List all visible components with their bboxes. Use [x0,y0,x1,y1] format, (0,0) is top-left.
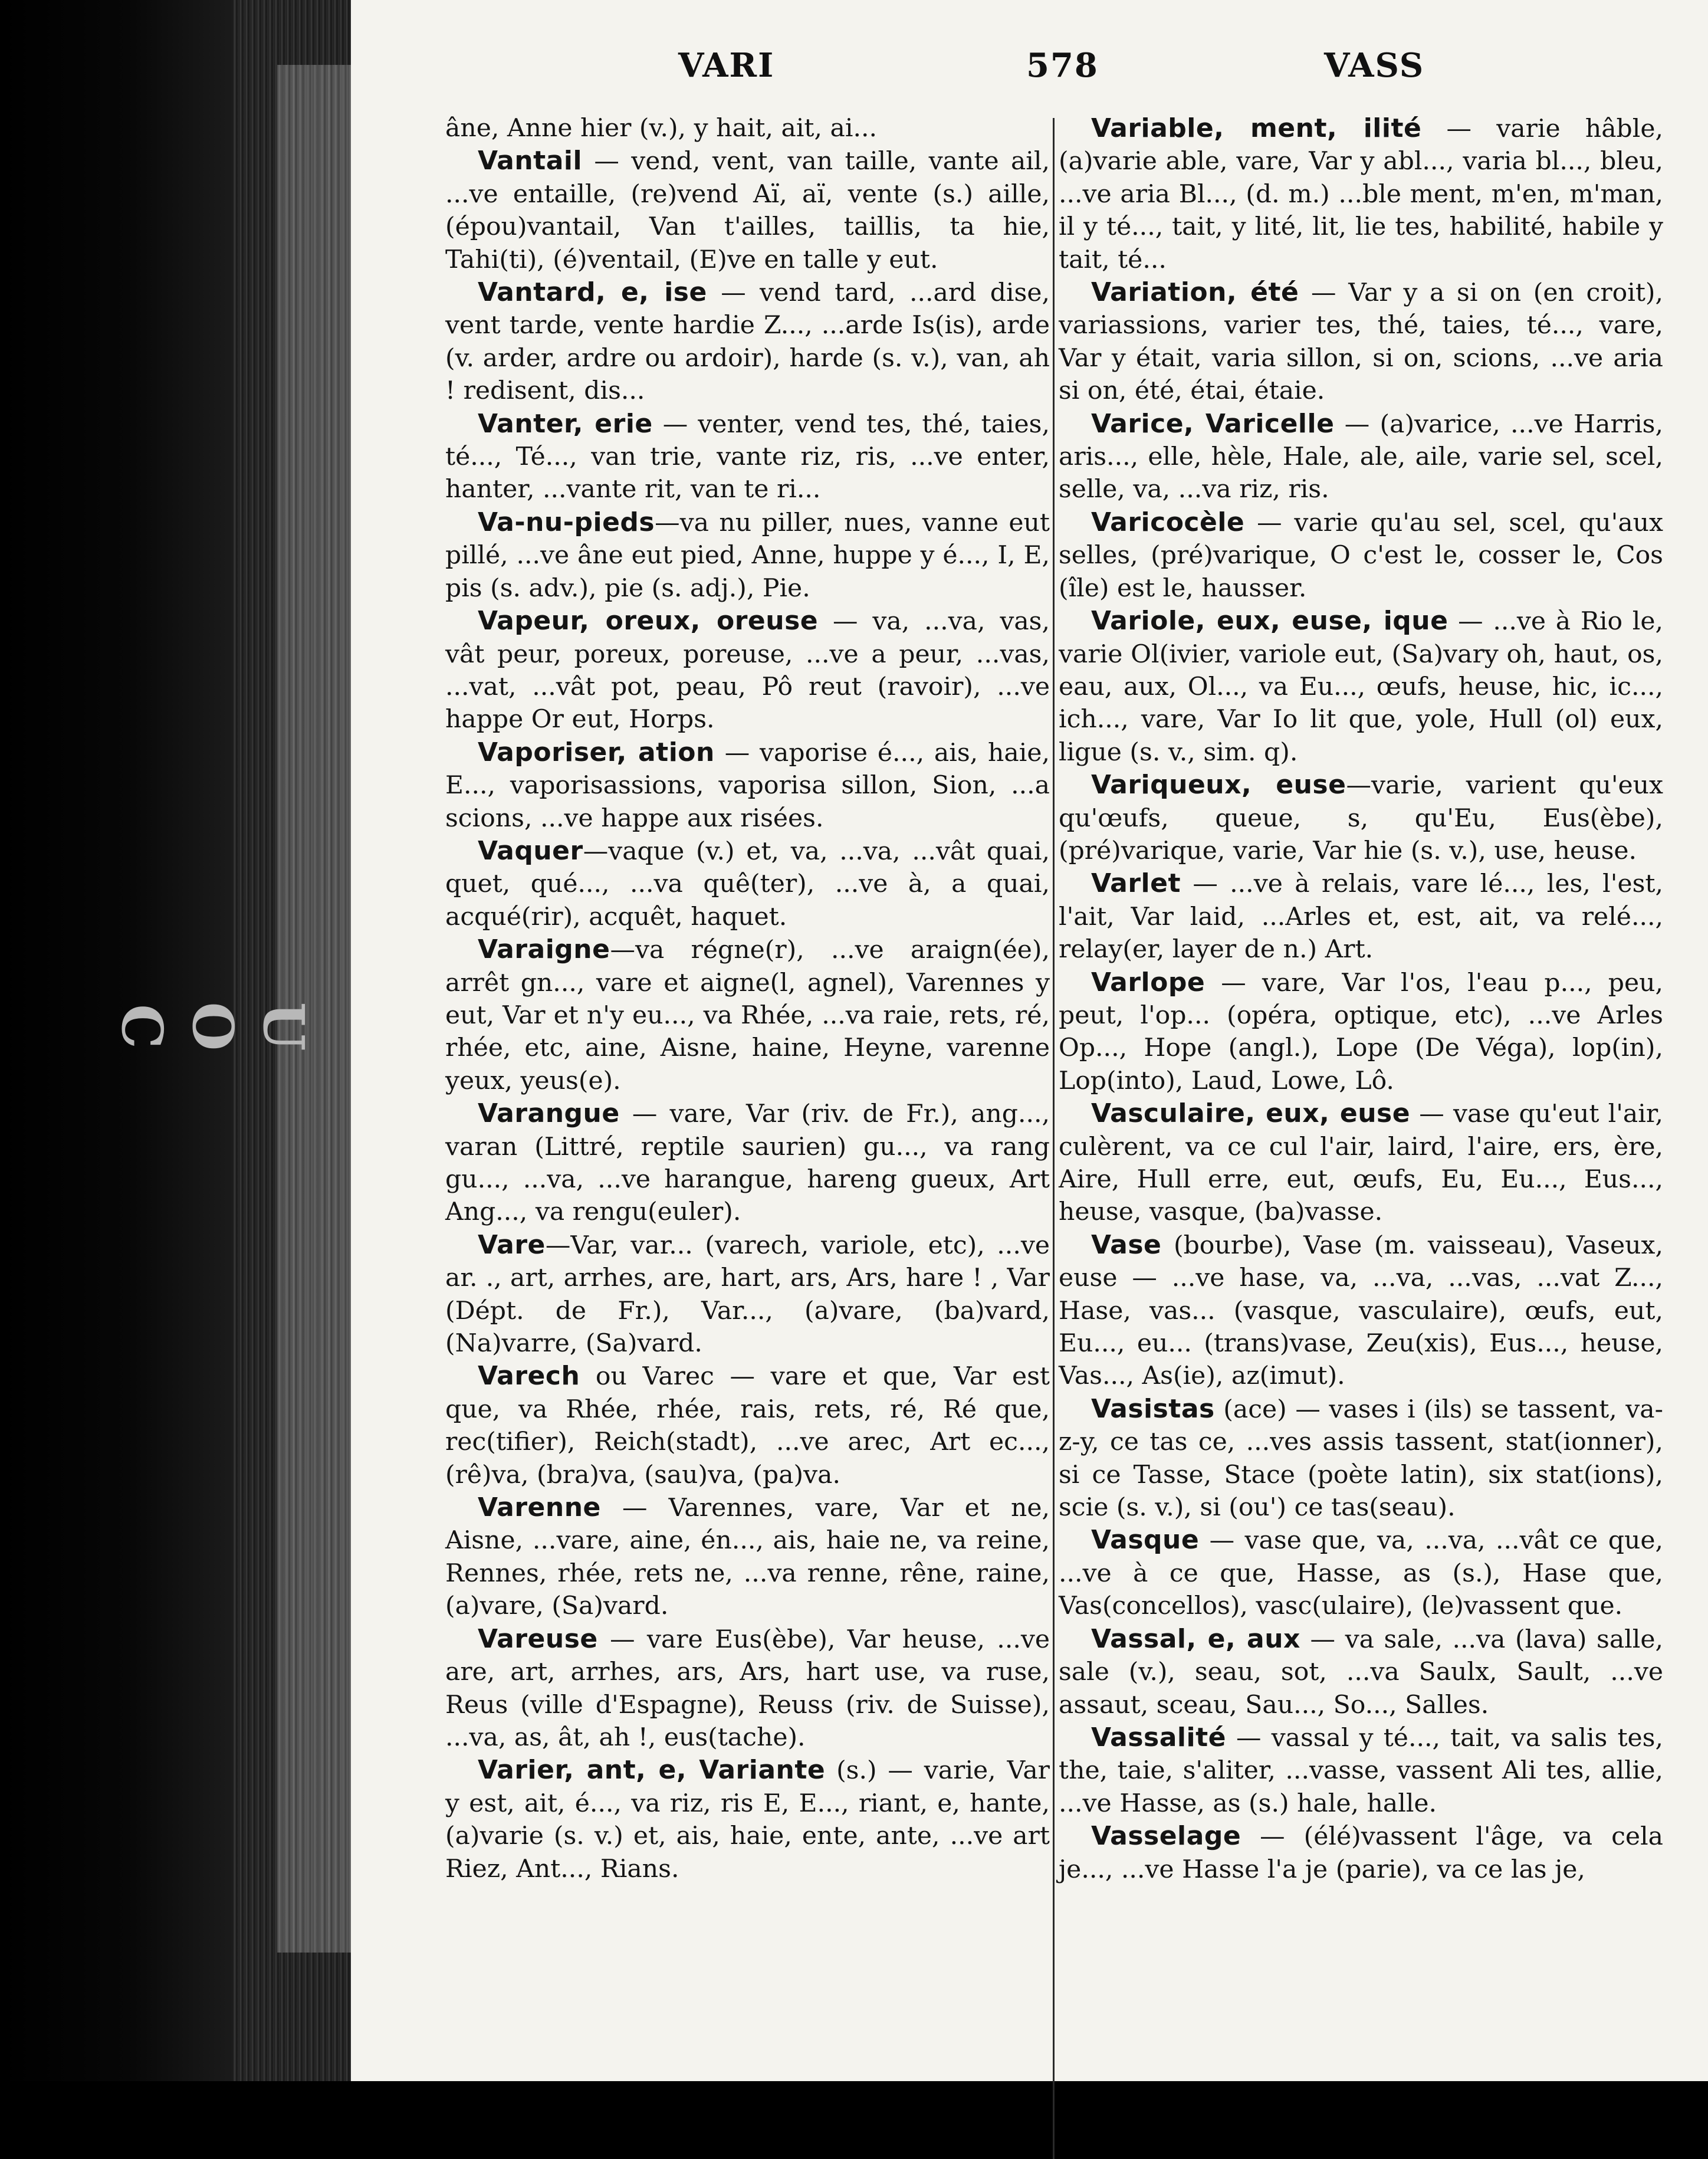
entry-definition: — vare, Var (riv. de Fr.), ang..., varan (Littré, reptile saurien) gu..., va rang gu..., ...va, ...ve harangue, hareng gueux, Art Ang..., va rengu(euler). [445,1100,1050,1227]
entry-headword: Varlet [1091,868,1181,899]
dictionary-entry [445,835,1050,933]
entry-headword: Variable, ment, ilité [1091,113,1422,143]
entry-definition: — vase qu'eut l'air, culèrent, va ce cul l'air, laird, l'aire, ers, ère, Aire, Hull erre, eut, œufs, Eu, Eu..., Eus..., heuse, vasque, (ba)vasse. [1059,1100,1664,1227]
dictionary-entry [1059,1721,1663,1820]
dictionary-entry [445,1097,1050,1229]
running-head-right: VASS [1324,46,1425,85]
entry-headword: Variole, eux, euse, ique [1091,606,1448,636]
entry-definition: — venter, vend tes, thé, taies, té..., Té..., van trie, vante riz, ris, ...ve enter, hanter, ...vante rit, van te ri... [445,409,1050,504]
entry-definition: — ...ve à Rio le, varie Ol(ivier, variole eut, (Sa)vary oh, haut, os, eau, aux, Ol..., va Eu..., œufs, heuse, hic, ic..., ich..., vare, Var Io lit que, yole, Hull (ol) eux, ligue (s. v., sim. q). [1059,607,1663,767]
entry-definition: (s.) — varie, Var y est, ait, é..., va riz, ris E, E..., riant, e, hante, (a)varie (s. v.) et, ais, haie, ente, ante, ...ve art Riez, Ant..., Rians. [445,1756,1050,1884]
entry-definition: — vend tard, ...ard dise, vent tarde, vente hardie Z..., ...arde Is(is), arde (v. arder, ardre ou ardoir), harde (s. v.), van, ah ! redisent, dis... [445,278,1050,406]
dictionary-entry [1059,112,1663,276]
entry-definition: — vassal y té..., tait, va salis tes, the, taie, s'aliter, ...vasse, vassent Ali tes, allie, ...ve Hasse, as (s.) hale, halle. [1059,1723,1663,1818]
entry-definition: — Varennes, vare, Var et ne, Aisne, ...vare, aine, én..., ais, haie ne, va reine, Rennes, rhée, rets ne, ...va renne, rêne, raine, (a)vare, (Sa)vard. [445,1494,1050,1621]
dictionary-entry [1059,966,1663,1098]
dictionary-entry [1059,1623,1663,1721]
entry-definition: —Var, var... (varech, variole, etc), ...ve ar. ., art, arrhes, are, hart, ars, Ars, hare ! , Var (Dépt. de Fr.), Var..., (a)vare, (ba)vard, (Na)varre, (Sa)vard. [445,1231,1050,1359]
entry-definition: — (élé)vassent l'âge, va cela je..., ...ve Hasse l'a je (parie), va ce las je, [1059,1822,1663,1884]
entry-definition: — vare Eus(èbe), Var heuse, ...ve are, art, arrhes, ars, Ars, hart use, va ruse, Reus (ville d'Espagne), Reuss (riv. de Suisse), ...va, as, ât, ah !, eus(tache). [445,1625,1050,1752]
page-header [351,46,1708,93]
entry-headword: Vasselage [1091,1821,1241,1852]
entry-headword: Variation, été [1091,277,1299,308]
entry-definition: —varie, varient qu'eux qu'œufs, queue, s, qu'Eu, Eus(èbe), (pré)varique, varie, Var hie (s. v.), use, heuse. [1059,771,1663,865]
dictionary-entry [445,408,1050,506]
entry-definition: — vend, vent, van taille, vante ail, ...ve entaille, (re)vend Aï, aï, vente (s.) aille, (épou)vantail, Van t'ailles, taillis, ta hie, Tahi(ti), (é)ventail, (E)ve en talle y eut. [445,147,1050,274]
entry-definition: — vase que, va, ...va, ...vât ce que, ...ve à ce que, Hasse, as (s.), Hase que, Vas(concellos), vasc(ulaire), (le)vassent que. [1059,1526,1663,1621]
entry-headword: Vassal, e, aux [1091,1623,1300,1654]
dictionary-entry [1059,867,1663,966]
column-divider [1053,118,1055,2159]
dictionary-entry [445,605,1050,736]
entry-definition: — varie qu'au sel, scel, qu'aux selles, (pré)varique, O c'est le, cosser le, Cos (île) est le, hausser. [1059,508,1663,603]
entry-definition: âne, Anne hier (v.), y hait, ait, ai... [445,114,877,143]
entry-headword: Vanter, erie [478,408,653,439]
entry-headword: Varlope [1091,967,1206,998]
entry-definition: ou Varec — vare et que, Var est que, va Rhée, rhée, rais, rets, ré, Ré que, rec(tifier), Reich(stadt), ...ve arec, Art ec..., (rê)va, (bra)va, (sau)va, (pa)va. [445,1362,1050,1489]
right-column [1059,112,1663,1886]
dictionary-entry [445,1491,1050,1623]
entry-headword: Vasque [1091,1525,1200,1556]
entry-headword: Vantard, e, ise [478,277,707,308]
entry-headword: Varech [478,1361,580,1392]
entry-headword: Vasistas [1091,1393,1215,1424]
dictionary-entry [445,506,1050,605]
page-number: 578 [1026,46,1099,85]
dictionary-entry [1059,1524,1663,1622]
spine-letter: C [109,1004,175,1049]
entry-headword: Vareuse [478,1623,598,1654]
entry-definition: — va, ...va, vas, vât peur, poreux, poreuse, ...ve a peur, ...vas, ...vat, ...vât pot, peau, Pô reut (ravoir), ...ve happe Or eut, Horps. [445,607,1050,734]
entry-definition: — (a)varice, ...ve Harris, aris..., elle, hèle, Hale, ale, aile, varie sel, scel, selle, va, ...va riz, ris. [1059,409,1663,504]
spine-letter: O [180,1002,245,1051]
dictionary-entry [1059,1097,1663,1229]
entry-definition: — Var y a si on (en croit), variassions, varier tes, thé, taies, té..., vare, Var y était, varia sillon, si on, scions, ...ve aria si on, été, étai, étaie. [1059,278,1663,406]
entry-headword: Varangue [478,1098,620,1129]
entry-headword: Va-nu-pieds [478,507,655,537]
dictionary-entry [1059,1229,1663,1393]
running-head-left: VARI [678,46,775,85]
entry-definition: (bourbe), Vase (m. vaisseau), Vaseux, euse — ...ve hase, va, ...va, ...vas, ...vat Z..., Hase, vas... (vasque, vasculaire), œufs, eut, Eu..., eu... (trans)vase, Zeu(xis), Eus..., heuse, Vas..., As(ie), az(imut). [1059,1231,1663,1391]
dictionary-entry [445,1229,1050,1360]
entry-definition: — vare, Var l'os, l'eau p..., peu, peut, l'op... (opéra, optique, etc), ...ve Arles Op..., Hope (angl.), Lope (De Véga), lop(in), Lop(into), Laud, Lowe, Lô. [1059,968,1663,1095]
left-column [445,112,1050,1885]
dictionary-entry [445,1754,1050,1885]
spine-lettering [106,991,318,1062]
dictionary-entry [445,112,1050,145]
dictionary-entry [445,276,1050,408]
dictionary-entry [445,933,1050,1097]
entry-definition: (ace) — vases i (ils) se tassent, va-z-y, ce tas ce, ...ves assis tassent, stat(ionner), si ce Tasse, Stace (poète latin), six stat(ions), scie (s. v.), si (ou') ce tas(seau). [1059,1395,1663,1523]
entry-headword: Varice, Varicelle [1091,408,1335,439]
entry-definition: — ...ve à relais, vare lé..., les, l'est, l'ait, Var laid, ...Arles et, est, ait, va relé..., relay(er, layer de n.) Art. [1059,869,1663,964]
entry-definition: — va sale, ...va (lava) salle, sale (v.), seau, sot, ...va Saulx, Sault, ...ve assaut, sceau, Sau..., So..., Salles. [1059,1625,1664,1720]
entry-headword: Variqueux, euse [1091,770,1346,800]
entry-headword: Varaigne [478,934,610,965]
entry-headword: Vare [478,1229,546,1260]
entry-headword: Vasculaire, eux, euse [1091,1098,1411,1129]
dictionary-entry [1059,605,1663,769]
dictionary-entry [1059,408,1663,506]
dictionary-entry [1059,1820,1663,1886]
dictionary-entry [445,1623,1050,1754]
dictionary-entry [1059,769,1663,867]
entry-headword: Vase [1091,1229,1162,1260]
entry-definition: — varie hâble, (a)varie able, vare, Var y abl..., varia bl..., bleu, ...ve aria Bl..., (d. m.) ...ble ment, m'en, m'man, il y té..., tait, y lité, lit, lie tes, habilité, habile y tait, té... [1059,114,1664,274]
entry-definition: —vaque (v.) et, va, ...va, ...vât quai, quet, qué..., ...va quê(ter), ...ve à, a quai, acqué(rir), acquêt, haquet. [445,836,1050,931]
entry-headword: Varicocèle [1091,507,1245,537]
entry-definition: —va nu piller, nues, vanne eut pillé, ...ve âne eut pied, Anne, huppe y é..., I, E, pis (s. adv.), pie (s. adj.), Pie. [445,508,1050,603]
dictionary-entry [1059,276,1663,408]
entry-headword: Varier, ant, e, Variante [478,1755,826,1786]
entry-headword: Varenne [478,1492,601,1523]
dictionary-entry [445,1360,1050,1491]
entry-definition: — vaporise é..., ais, haie, E..., vaporisassions, vaporisa sillon, Sion, ...a scions, ...ve happe aux risées. [445,738,1050,833]
entry-headword: Vaporiser, ation [478,737,715,767]
entry-headword: Vaquer [478,835,583,866]
dictionary-entry [1059,506,1663,605]
dictionary-entry [445,145,1050,276]
entry-headword: Vassalité [1091,1722,1226,1753]
entry-headword: Vapeur, oreux, oreuse [478,606,819,636]
entry-headword: Vantail [478,146,583,176]
dictionary-entry [445,736,1050,835]
spine-letter: U [251,1002,316,1051]
entry-definition: —va régne(r), ...ve araign(ée), arrêt gn..., vare et aigne(l, agnel), Varennes y eut, Var et n'y eu..., va Rhée, ...va raie, rets, ré, rhée, etc, aine, Aisne, haine, Heyne, varenne yeux, yeus(e). [445,936,1050,1095]
dictionary-entry [1059,1393,1663,1524]
